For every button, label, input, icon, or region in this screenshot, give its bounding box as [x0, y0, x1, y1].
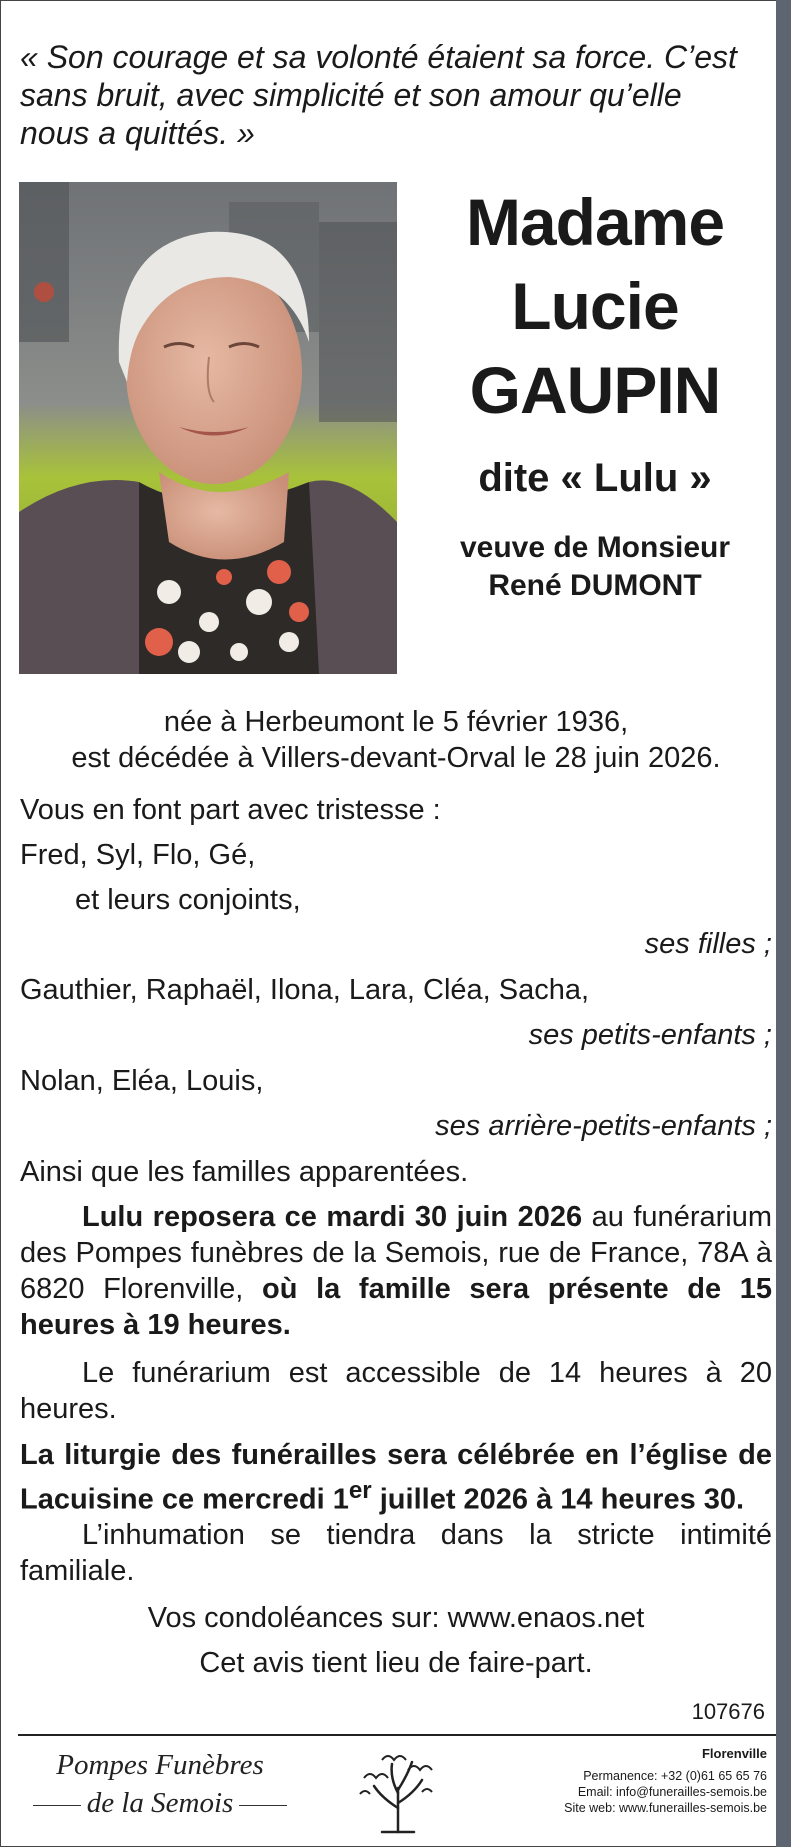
footer-divider — [18, 1734, 776, 1736]
nickname: dite « Lulu » — [478, 456, 712, 500]
opening-quote: « Son courage et sa volonté étaient sa force. C’est sans bruit, avec simplicité et son amour qu’elle nous a quittés. » — [20, 39, 737, 151]
viewing-place: au funérarium des Pompes funèbres de la Semois, rue de France, 78A à 6820 Florenville, — [20, 1201, 772, 1305]
brand-line-2-row — [20, 1784, 300, 1822]
birth-death — [20, 704, 772, 776]
widow-line-2: René DUMONT — [488, 569, 702, 602]
last-name: GAUPIN — [469, 353, 721, 427]
rule-right — [239, 1805, 287, 1806]
daughters-spouses: et leurs conjoints, — [75, 884, 301, 916]
contact-phone: Permanence: +32 (0)61 65 65 76 — [583, 1769, 767, 1783]
condolences-line: Vos condoléances sur: www.enaos.net — [147, 1602, 645, 1634]
viewing-hours: où la famille sera présente de 15 heures à 19 heures. — [20, 1273, 773, 1341]
contact-city: Florenville — [701, 1746, 767, 1761]
funeral-home-logo — [20, 1746, 300, 1822]
daughters-role: ses filles ; — [644, 928, 772, 960]
liturgy-superscript: er — [348, 1477, 372, 1504]
tree-icon — [352, 1748, 444, 1834]
liturgy-text-2: juillet 2026 à 14 heures 30. — [371, 1483, 745, 1516]
name-block — [405, 180, 785, 605]
relatives-line: Ainsi que les familles apparentées. — [20, 1156, 469, 1188]
great-grandchildren-role: ses arrière-petits-enfants ; — [435, 1110, 772, 1142]
liturgy-paragraph — [20, 1437, 772, 1518]
first-name: Lucie — [511, 269, 679, 343]
announce-line: Vous en font part avec tristesse : — [20, 794, 441, 826]
burial-paragraph: L’inhumation se tiendra dans la stricte intimité familiale. — [20, 1519, 772, 1587]
notice-line: Cet avis tient lieu de faire-part. — [199, 1647, 593, 1679]
contact-web: Site web: www.funerailles-semois.be — [564, 1801, 767, 1815]
viewing-paragraph — [20, 1199, 772, 1343]
portrait-photo — [19, 182, 397, 674]
grandchildren-role: ses petits-enfants ; — [528, 1019, 772, 1051]
rule-left — [33, 1805, 81, 1806]
brand-line-2: de la Semois — [86, 1787, 234, 1819]
viewing-date: Lulu reposera ce mardi 30 juin 2026 — [82, 1201, 583, 1233]
brand-line-1: Pompes Funèbres — [56, 1749, 264, 1781]
died-line: est décédée à Villers-devant-Orval le 28 juin 2026. — [71, 742, 721, 774]
widow-line-1: veuve de Monsieur — [459, 531, 731, 564]
daughters-names: Fred, Syl, Flo, Gé, — [20, 839, 256, 871]
born-line: née à Herbeumont le 5 février 1936, — [163, 706, 629, 738]
access-paragraph: Le funérarium est accessible de 14 heures à 20 heures. — [20, 1357, 772, 1425]
title-madame: Madame — [465, 185, 725, 259]
funeral-home-contact — [564, 1746, 767, 1816]
reference-number: 107676 — [691, 1699, 765, 1724]
great-grandchildren-names: Nolan, Eléa, Louis, — [20, 1065, 264, 1097]
widow-of — [405, 529, 785, 605]
liturgy-text-1: La liturgie des funérailles sera célébrée en l’église de Lacuisine ce mercredi 1 — [20, 1439, 772, 1516]
grandchildren-names: Gauthier, Raphaël, Ilona, Lara, Cléa, Sacha, — [20, 974, 590, 1006]
contact-email: Email: info@funerailles-semois.be — [577, 1785, 767, 1799]
